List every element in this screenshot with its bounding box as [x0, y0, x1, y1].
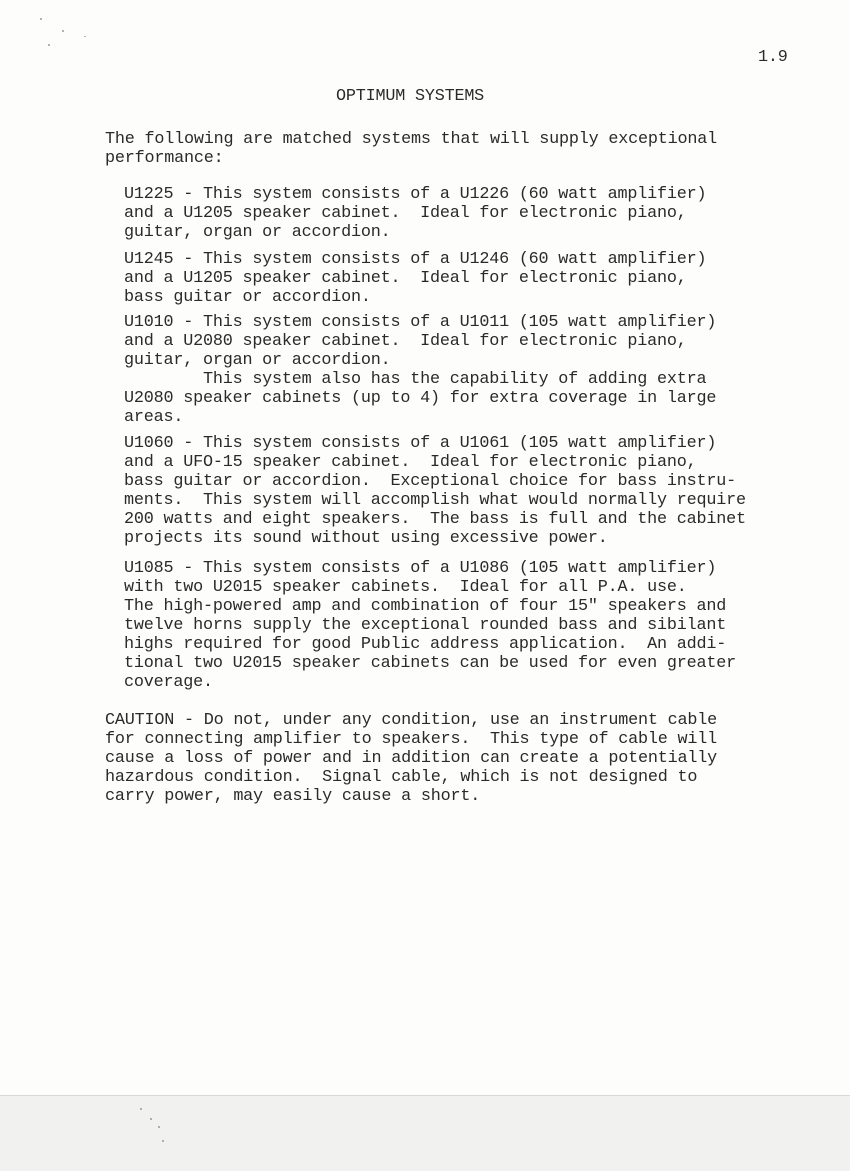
scan-speck [150, 1118, 152, 1120]
system-u1085-line: twelve horns supply the exceptional rounded bass and sibilant [124, 616, 727, 635]
system-u1085-line: with two U2015 speaker cabinets. Ideal for all P.A. use. [124, 578, 687, 597]
scan-speck [84, 36, 86, 37]
system-u1010-line: This system also has the capability of adding extra [124, 370, 707, 389]
system-u1085-line: coverage. [124, 673, 213, 692]
scan-speck [40, 18, 42, 20]
scan-speck [140, 1108, 142, 1110]
system-u1010-line: and a U2080 speaker cabinet. Ideal for electronic piano, [124, 332, 687, 351]
system-u1060-line: ments. This system will accomplish what would normally require [124, 491, 746, 510]
caution-line: carry power, may easily cause a short. [105, 787, 481, 806]
scan-speck [162, 1140, 164, 1142]
system-u1010-line: U2080 speaker cabinets (up to 4) for extra coverage in large [124, 389, 717, 408]
scan-speck [62, 30, 64, 32]
scan-speck [48, 44, 50, 46]
system-u1060-line: 200 watts and eight speakers. The bass is full and the cabinet [124, 510, 746, 529]
system-u1060-line: bass guitar or accordion. Exceptional choice for bass instru- [124, 472, 736, 491]
caution-line: CAUTION - Do not, under any condition, use an instrument cable [105, 711, 717, 730]
system-u1010-line: areas. [124, 408, 184, 427]
page-number: 1.9 [758, 48, 788, 67]
caution-line: for connecting amplifier to speakers. This type of cable will [105, 730, 717, 749]
intro-line: performance: [105, 149, 224, 168]
system-u1225-line: guitar, organ or accordion. [124, 223, 391, 242]
system-u1245-line: U1245 - This system consists of a U1246 (60 watt amplifier) [124, 250, 707, 269]
page-title: OPTIMUM SYSTEMS [336, 87, 485, 106]
system-u1085-line: tional two U2015 speaker cabinets can be used for even greater [124, 654, 736, 673]
intro-line: The following are matched systems that will supply exceptional [105, 130, 717, 149]
system-u1085-line: highs required for good Public address application. An addi- [124, 635, 727, 654]
system-u1060-line: and a UFO-15 speaker cabinet. Ideal for electronic piano, [124, 453, 697, 472]
system-u1085-line: U1085 - This system consists of a U1086 (105 watt amplifier) [124, 559, 717, 578]
system-u1225-line: and a U1205 speaker cabinet. Ideal for electronic piano, [124, 204, 687, 223]
caution-line: hazardous condition. Signal cable, which is not designed to [105, 768, 698, 787]
scan-bottom-edge [0, 1095, 850, 1171]
system-u1085-line: The high-powered amp and combination of four 15" speakers and [124, 597, 727, 616]
system-u1010-line: guitar, organ or accordion. [124, 351, 391, 370]
system-u1225-line: U1225 - This system consists of a U1226 (60 watt amplifier) [124, 185, 707, 204]
system-u1245-line: bass guitar or accordion. [124, 288, 371, 307]
system-u1010-line: U1010 - This system consists of a U1011 (105 watt amplifier) [124, 313, 717, 332]
system-u1245-line: and a U1205 speaker cabinet. Ideal for electronic piano, [124, 269, 687, 288]
caution-line: cause a loss of power and in addition can create a potentially [105, 749, 717, 768]
system-u1060-line: U1060 - This system consists of a U1061 (105 watt amplifier) [124, 434, 717, 453]
scan-speck [158, 1126, 160, 1128]
system-u1060-line: projects its sound without using excessive power. [124, 529, 608, 548]
